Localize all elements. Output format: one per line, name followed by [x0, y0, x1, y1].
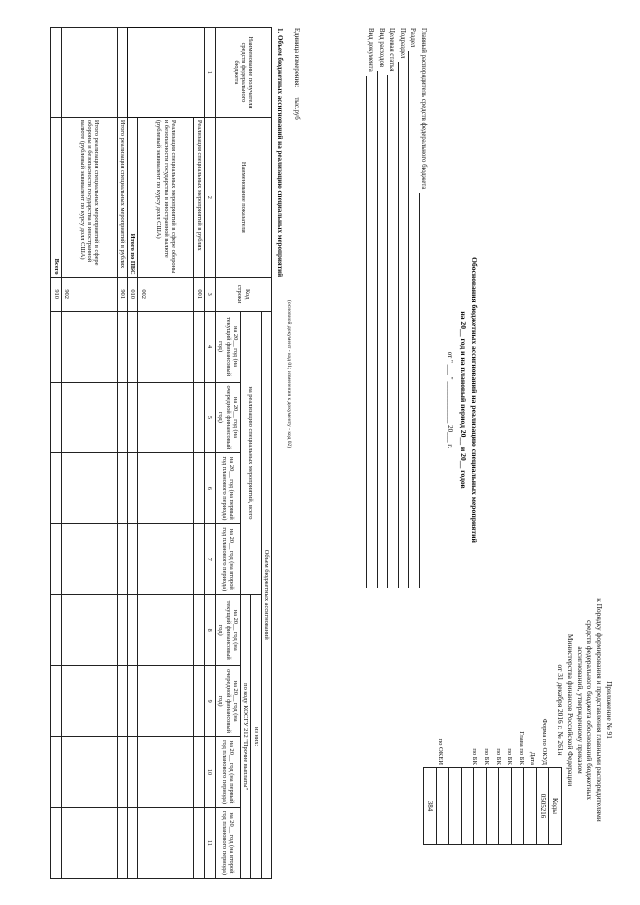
- unit-label: Единица измерения:: [293, 28, 300, 88]
- value-cell[interactable]: [128, 808, 138, 879]
- header-field: Вид расходов: [376, 28, 387, 588]
- value-cell[interactable]: [138, 595, 194, 666]
- value-cell[interactable]: [117, 453, 127, 524]
- value-cell[interactable]: [61, 311, 117, 382]
- col-number: 8: [204, 595, 215, 666]
- header-year: на 20__ год (на очередной финансовый год): [215, 666, 240, 737]
- value-cell[interactable]: [194, 311, 204, 382]
- row-code: 910: [51, 277, 61, 311]
- value-cell[interactable]: [51, 808, 61, 879]
- code-label: по БК: [506, 748, 514, 765]
- value-cell[interactable]: [128, 737, 138, 808]
- col-number: 7: [204, 524, 215, 595]
- value-cell[interactable]: [51, 595, 61, 666]
- value-cell[interactable]: [194, 524, 204, 595]
- table-row: [117, 28, 127, 879]
- header-year: на 20__ год (на первый год планового периода): [215, 737, 240, 808]
- value-cell[interactable]: [51, 453, 61, 524]
- appendix-note: [555, 545, 614, 875]
- value-cell[interactable]: [117, 595, 127, 666]
- document-title: [458, 170, 480, 630]
- value-cell[interactable]: [138, 737, 194, 808]
- code-cell: [462, 768, 475, 845]
- code-label: по БК: [494, 748, 502, 765]
- col-number: 3: [204, 277, 215, 311]
- header-year: на 20__ год (на первый год планового периода): [215, 453, 240, 524]
- header-kosgu: по коду КОСГУ 212 "Прочие выплаты": [240, 595, 250, 879]
- appendix-number: Приложение № 91: [605, 681, 614, 739]
- value-cell[interactable]: [117, 666, 127, 737]
- col-number: 6: [204, 453, 215, 524]
- fill-line[interactable]: [367, 76, 376, 588]
- date-line: от " ___ " ____________ 20___ г.: [446, 351, 454, 449]
- value-cell[interactable]: [61, 666, 117, 737]
- value-cell[interactable]: [51, 382, 61, 453]
- value-cell[interactable]: [138, 311, 194, 382]
- value-cell[interactable]: [117, 382, 127, 453]
- value-cell[interactable]: [117, 808, 127, 879]
- title-line: Обоснования бюджетных ассигнований на реализацию специальных мероприятий: [470, 257, 479, 543]
- row-code: 002: [138, 277, 194, 311]
- header-year: на 20__ год (на второй год планового периода): [215, 524, 240, 595]
- value-cell[interactable]: [51, 311, 61, 382]
- header-field: Подраздел: [397, 28, 408, 588]
- codes-labels: [434, 585, 550, 765]
- appendix-line: от 31 декабря 2016 г. № 261н: [556, 664, 566, 756]
- header-incl: из них:: [251, 595, 261, 879]
- value-cell[interactable]: [51, 737, 61, 808]
- col-number: 10: [204, 737, 215, 808]
- header-indicator: Наименование показателя: [215, 117, 271, 277]
- value-cell[interactable]: [128, 453, 138, 524]
- recipient-cell[interactable]: [128, 28, 205, 118]
- col-number: 1: [204, 28, 215, 118]
- code-label: Форма по ОКУД: [541, 718, 548, 765]
- value-cell[interactable]: [194, 808, 204, 879]
- header-year: на 20__ год (на второй год планового периода): [215, 808, 240, 879]
- value-cell[interactable]: [61, 737, 117, 808]
- row-indicator: Итого реализация специальных мероприятий в рублях: [117, 117, 127, 277]
- header-code: Код строки: [215, 277, 271, 311]
- header-fields: [365, 28, 428, 588]
- code-cell: [474, 768, 487, 845]
- fill-line[interactable]: [377, 71, 386, 588]
- code-cell: [524, 768, 537, 845]
- code-label: [446, 585, 458, 765]
- header-year: на 20__ год (на очередной финансовый год): [215, 382, 240, 453]
- value-cell[interactable]: [138, 666, 194, 737]
- value-cell[interactable]: [138, 808, 194, 879]
- header-field: Целевая статья: [386, 28, 397, 588]
- code-label: Дата: [529, 751, 537, 765]
- row-indicator: Всего: [51, 117, 61, 277]
- row-indicator: Итого реализация специальных мероприятий в сфере обороны и безопасности государства в иностранной валюте (рублевый эквивалент по курсу долл США): [61, 117, 117, 277]
- table-row: [51, 28, 61, 879]
- code-cell: [437, 768, 450, 845]
- code-okei: 384: [424, 768, 437, 845]
- code-cell: [499, 768, 512, 845]
- col-number: 9: [204, 666, 215, 737]
- value-cell[interactable]: [128, 595, 138, 666]
- title-period: на 20__ год и на плановый период 20__ и 20__ годов: [459, 311, 468, 489]
- budget-table: [50, 27, 272, 879]
- table-row: [61, 28, 117, 879]
- row-indicator: Итого по ПБС: [128, 117, 138, 277]
- value-cell[interactable]: [117, 737, 127, 808]
- table-row: [138, 28, 194, 879]
- header-year: на 20__ год (на текущий финансовый год): [215, 595, 240, 666]
- value-cell[interactable]: [128, 524, 138, 595]
- appendix-line: Министерства финансов Российской Федерации: [565, 633, 575, 787]
- value-cell[interactable]: [194, 382, 204, 453]
- col-number: 4: [204, 311, 215, 382]
- value-cell[interactable]: [61, 453, 117, 524]
- table-row: [194, 28, 204, 879]
- value-cell[interactable]: [61, 382, 117, 453]
- value-cell[interactable]: [61, 524, 117, 595]
- value-cell[interactable]: [61, 595, 117, 666]
- col-number: 2: [204, 117, 215, 277]
- header-special: на реализацию специальных мероприятий, всего: [240, 311, 261, 595]
- value-cell[interactable]: [128, 382, 138, 453]
- row-code: 902: [61, 277, 117, 311]
- codes-table: [424, 767, 563, 845]
- value-cell[interactable]: [194, 666, 204, 737]
- table-row: [128, 28, 138, 879]
- value-cell[interactable]: [128, 311, 138, 382]
- header-total: Объем бюджетных ассигнований: [261, 311, 271, 878]
- value-cell[interactable]: [51, 666, 61, 737]
- header-year: на 20__ год (на текущий финансовый год): [215, 311, 240, 382]
- fill-line[interactable]: [409, 51, 418, 588]
- value-cell[interactable]: [61, 808, 117, 879]
- appendix-line: средств федерального бюджета обоснований бюджетных: [585, 620, 595, 800]
- value-cell[interactable]: [138, 453, 194, 524]
- header-field: Вид документа: [365, 28, 376, 588]
- appendix-line: ассигнований, утвержденному приказом: [575, 646, 585, 774]
- fill-line[interactable]: [398, 62, 407, 588]
- blank-cell: [117, 28, 127, 118]
- value-cell[interactable]: [138, 524, 194, 595]
- code-cell: [487, 768, 500, 845]
- header-field: Главный распорядитель средств федерального бюджета: [418, 28, 429, 588]
- row-indicator: Реализация специальных мероприятий в сфере обороны и безопасности государства в иностранной валюте (рублевый эквивалент по курсу долл США): [138, 117, 194, 277]
- value-cell[interactable]: [194, 453, 204, 524]
- codes-header: Коды: [549, 768, 562, 845]
- blank-cell: [51, 28, 61, 118]
- value-cell[interactable]: [117, 311, 127, 382]
- code-label: по БК: [483, 748, 491, 765]
- row-indicator: Реализация специальных мероприятий в рублях: [194, 117, 204, 277]
- fill-line[interactable]: [388, 75, 397, 588]
- code-label: [457, 585, 469, 765]
- value-cell[interactable]: [194, 595, 204, 666]
- code-label: по ОКЕИ: [436, 738, 444, 765]
- unit-line: [293, 28, 300, 120]
- header-field: Раздел: [407, 28, 418, 588]
- row-code: 010: [128, 277, 138, 311]
- value-cell[interactable]: [194, 737, 204, 808]
- value-cell[interactable]: [51, 524, 61, 595]
- section-title: 1. Объем бюджетных ассигнований на реализацию специальных мероприятий: [276, 28, 284, 278]
- row-code: 001: [194, 277, 204, 311]
- blank-cell: [61, 28, 117, 118]
- fill-line[interactable]: [419, 193, 428, 588]
- code-label: по БК: [471, 748, 479, 765]
- unit-value: тыс.руб: [293, 97, 300, 120]
- value-cell[interactable]: [128, 666, 138, 737]
- code-okud: 0505216: [537, 768, 550, 845]
- code-cell: [512, 768, 525, 845]
- value-cell[interactable]: [138, 382, 194, 453]
- code-cell: [449, 768, 462, 845]
- col-number: 5: [204, 382, 215, 453]
- code-label: Глава по БК: [517, 731, 525, 765]
- header-recipient: Наименование получателя средств федерального бюджета: [215, 28, 271, 118]
- doc-type-note: (основной документ - код 01; изменения к документу - код 02): [286, 300, 292, 449]
- value-cell[interactable]: [117, 524, 127, 595]
- appendix-line: к Порядку формирования и представления главными распорядителями: [595, 598, 605, 822]
- row-code: 901: [117, 277, 127, 311]
- col-number: 11: [204, 808, 215, 879]
